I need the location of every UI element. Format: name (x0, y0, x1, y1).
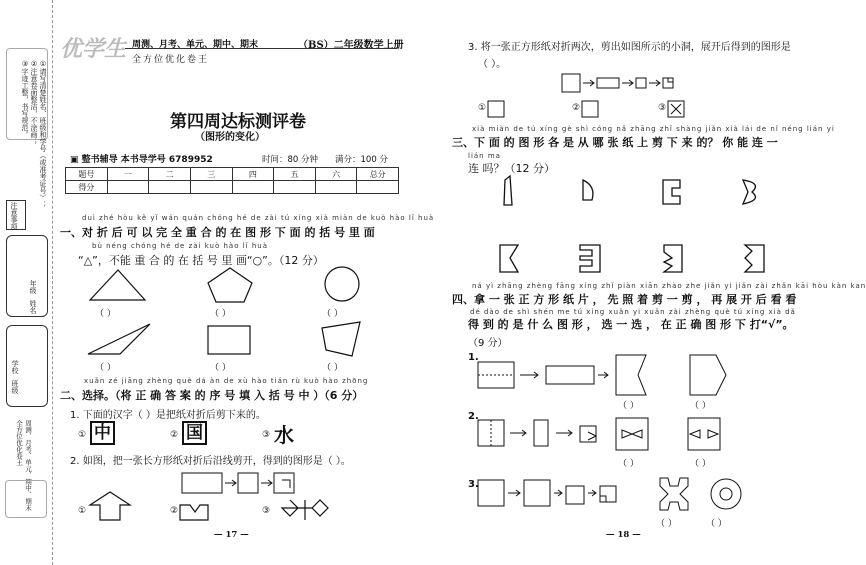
arrow-icon (554, 490, 562, 496)
q4r2-opt2-shape (688, 418, 720, 450)
q1-text2: “△”，不能 重 合 的 在 括 号 里 画“○”。（12 分） (78, 254, 324, 267)
q4-item1-label: 1. (468, 352, 479, 363)
score-cell: 五 (274, 168, 316, 181)
q3-cont-text: 3. 将一张正方形纸对折两次，剪出如图所示的小洞，展开后得到的图形是 (468, 42, 791, 53)
topic: （图形的变化） (195, 132, 265, 143)
score-cell: 一 (107, 168, 149, 181)
q1-pinyin2: bù néng chóng hé de zài kuò hào lǐ huà (92, 242, 268, 250)
q2-char-guo: 国 (182, 421, 207, 445)
full-score: 满分：100 分 (335, 155, 388, 165)
q4r1-opt1-shape (616, 355, 646, 395)
q4-item3-label: 3. (468, 479, 479, 490)
q4-item2-label: 2. (468, 411, 479, 422)
q3-main-text2: 连 吗？（12 分） (468, 162, 555, 175)
q4r3-folded2 (566, 486, 584, 504)
q4-pinyin: ná yì zhāng zhèng fāng xíng zhǐ piàn xiān zhào zhe jiǎn yi jiǎn zài zhǎn kāi hòu kàn kan (472, 282, 866, 290)
arrow-icon (510, 430, 526, 436)
arrow-icon (520, 372, 538, 378)
score-cell: 六 (315, 168, 357, 181)
arrow-icon (556, 430, 572, 436)
score-cell: 四 (232, 168, 274, 181)
q4r3-paper (478, 480, 504, 506)
score-cell: 题号 (66, 168, 108, 181)
field-school: 学校 (11, 360, 19, 374)
field-name: 姓名 (29, 300, 37, 314)
q1-answer-blank[interactable]: （ ） (95, 363, 116, 373)
q4r2-opt2-inner (690, 430, 718, 438)
q2-sub1: 1. 下面的汉字（ ）是把纸对折后剪下来的。 (70, 410, 266, 421)
page-title: 第四周达标测评卷 (170, 112, 306, 132)
q1-answer-blank[interactable]: （ ） (322, 363, 343, 373)
arrow-icon (508, 490, 520, 496)
series-label: 周测、月考、单元、期中、期末 (132, 40, 259, 50)
q1-answer-blank[interactable]: （ ） (210, 363, 231, 373)
score-cell: 三 (190, 168, 232, 181)
q3-opt1[interactable]: ① (478, 103, 487, 113)
q4r2-opt1-inner (622, 430, 642, 438)
q2-char-zhong: 中 (90, 421, 115, 445)
score-cell: 二 (149, 168, 191, 181)
q4-text: 四、拿 一 张 正 方 形 纸 片 ， 先 照 着 剪 一 剪 ， 再 展 开 后 看 看 (452, 293, 797, 306)
q4r3-folded1 (524, 480, 550, 506)
q2-sub2-opt2[interactable]: ② (170, 506, 179, 516)
book-info: ▣ 整书辅导 本书导学号 6789952 (70, 155, 213, 165)
q3-opt3[interactable]: ③ (658, 103, 667, 113)
notes-title: 注意事项 (10, 202, 18, 230)
q4r2-cut (580, 426, 596, 442)
book-icon: ▣ (70, 155, 82, 165)
strip-notes: ①请写清楚姓名、班级和学号（或准考证号）； ②注意卷面整洁，不涂画； ③字迹工整，书写规范。 (21, 60, 47, 208)
right-page-number: — 18 — (606, 530, 641, 540)
q4r1-folded (546, 366, 594, 384)
q4-pinyin2: dé dào de shì shén me tú xíng xuǎn yi xuǎn zài zhèng què tú xíng xià dǎ (470, 308, 796, 316)
q2-opt2-label[interactable]: ② (170, 430, 179, 440)
q2-sub2: 2. 如图，把一张长方形纸对折后沿线剪开，得到的图形是（ ）。 (70, 456, 351, 467)
series-subtitle: 全方位优化卷王 (132, 55, 210, 65)
strip-promo: 周测、月考、单元、期中、期末 全方位优化卷王 (15, 420, 32, 511)
q2-sub2-opt1[interactable]: ① (78, 506, 87, 516)
q4-score: （9 分） (468, 338, 508, 349)
q4r2-answer2[interactable]: （ ） (690, 459, 711, 469)
q3-main-pinyin: xià miàn de tú xíng gè shì cóng nǎ zhāng zhǐ shàng jiǎn xià lái de nǐ néng lián yi (472, 125, 835, 133)
q3-main-pinyin2: lián ma (468, 152, 501, 160)
q4r3-answer2[interactable]: （ ） (706, 519, 727, 529)
q4r1-answer1[interactable]: （ ） (618, 401, 639, 411)
logo: 优学生 (60, 36, 127, 62)
field-grade: 年级 (29, 280, 37, 294)
q1-pinyin: duì zhé hòu kě yǐ wán quán chóng hé de zài tú xíng xià miàn de kuò hào lǐ huà (82, 214, 435, 222)
q4r1-opt2-shape (690, 355, 726, 395)
q4r2-answer1[interactable]: （ ） (618, 459, 639, 469)
q4r3-answer1[interactable]: （ ） (656, 519, 677, 529)
time-limit: 时间：80 分钟 (262, 155, 319, 165)
q4-text2: 得 到 的 是 什 么 图 形 ， 选 一 选 ， 在 正 确 图 形 下 打“√”。 (468, 318, 794, 331)
score-cell: 总分 (357, 168, 399, 181)
q4r1-answer2[interactable]: （ ） (690, 401, 711, 411)
q4r3-opt2-shape (711, 479, 741, 509)
q2-sub2-opt3[interactable]: ③ (262, 506, 271, 516)
q4r3-opt2-inner (720, 488, 732, 500)
score-cell: 得分 (66, 181, 108, 194)
field-class: 班级 (11, 380, 19, 394)
q1-answer-blank[interactable]: （ ） (210, 309, 231, 319)
arrow-icon (598, 372, 608, 378)
q3-cont-blank[interactable]: （ ）。 (478, 59, 507, 70)
grade-label: （BS）二年级数学上册 (298, 40, 404, 51)
q4r2-folded (534, 420, 548, 446)
q3-opt2[interactable]: ② (572, 103, 581, 113)
q3-main-text: 三、下 面 的 图 形 各 是 从 哪 张 纸 上 剪 下 来 的？ 你 能 连 一 (452, 136, 778, 149)
q2-char-shui: 水 (274, 423, 294, 447)
q1-text: 一、对 折 后 可 以 完 全 重 合 的 在 图 形 下 面 的 括 号 里 面 (60, 226, 375, 239)
q1-answer-blank[interactable]: （ ） (322, 309, 343, 319)
q2-pinyin: xuǎn zé jiāng zhèng què dá àn de xù hào tián rù kuò hào zhōng (84, 377, 369, 385)
q2-opt3-label[interactable]: ③ (262, 430, 271, 440)
arrow-icon (588, 490, 596, 496)
q1-answer-blank[interactable]: （ ） (95, 309, 116, 319)
left-page-number: — 17 — (214, 530, 249, 540)
q4r3-opt1-shape (660, 478, 688, 510)
q2-text: 二、选择。（将 正 确 答 案 的 序 号 填 入 括 号 中 ）（6 分） (60, 389, 364, 402)
q2-opt1-label[interactable]: ① (78, 430, 87, 440)
q4r3-cut (600, 486, 616, 502)
